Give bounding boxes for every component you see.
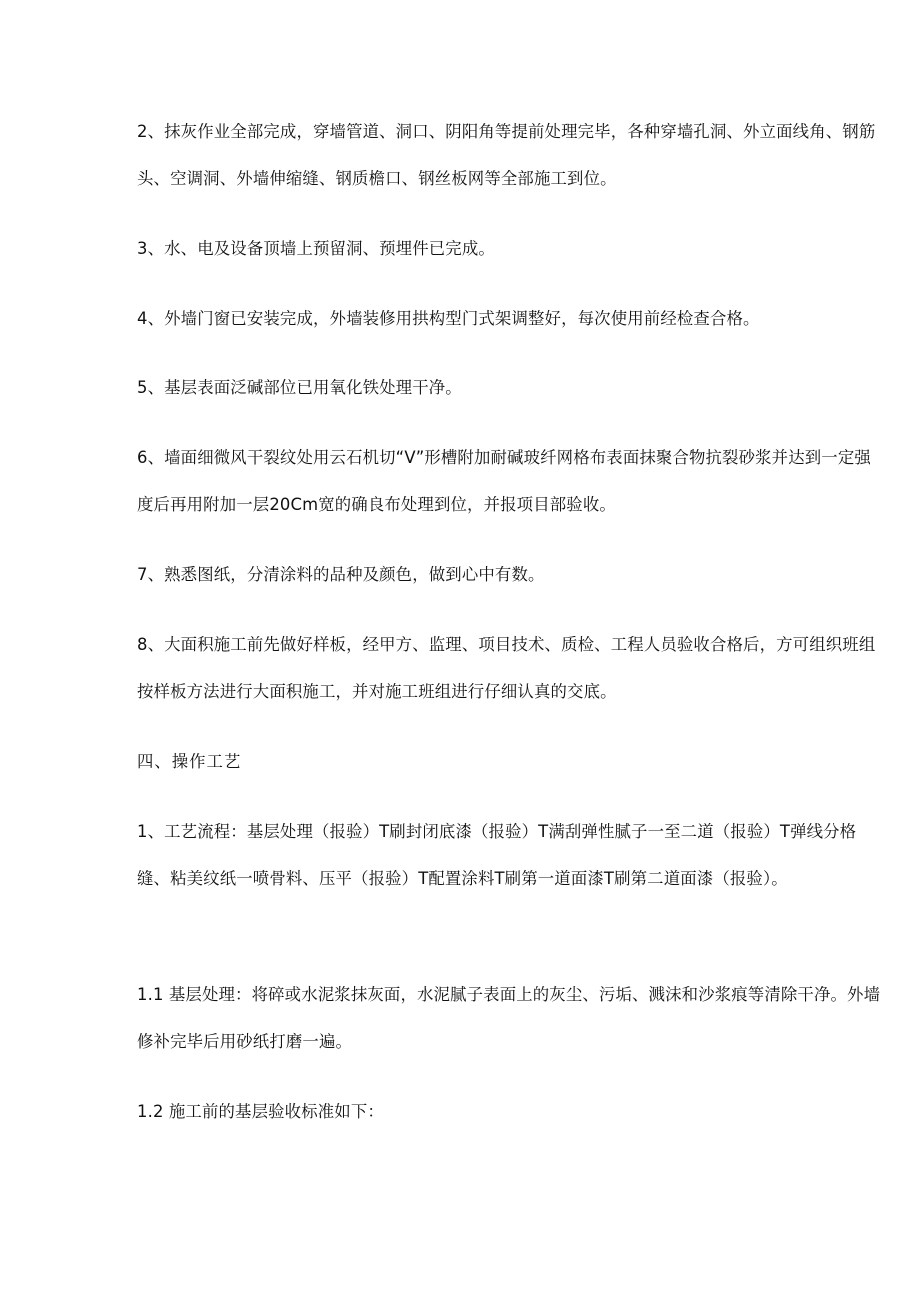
- paragraph-item-6: 6、墙面细微风干裂纹处用云石机切“V”形槽附加耐碱玻纤网格布表面抹聚合物抗裂砂浆并达到一定强度后再用附加一层20Cm宽的确良布处理到位，并报项目部验收。: [137, 448, 871, 514]
- paragraph-process-flow: 1、工艺流程：基层处理（报验）T刷封闭底漆（报验）T满刮弹性腻子一至二道（报验）T弹线分格缝、粘美纹纸一喷骨料、压平（报验）T配置涂料T刷第一道面漆T刷第二道面漆（报验）。: [137, 822, 857, 888]
- paragraph-acceptance-standard: 1.2 施工前的基层验收标准如下：: [137, 1102, 384, 1121]
- section-heading-operation-process: 四、操作工艺: [137, 752, 242, 771]
- paragraph-item-8: 8、大面积施工前先做好样板，经甲方、监理、项目技术、质检、工程人员验收合格后，方可组织班组按样板方法进行大面积施工，并对施工班组进行仔细认真的交底。: [137, 635, 876, 701]
- paragraph-item-2: 2、抹灰作业全部完成，穿墙管道、洞口、阴阳角等提前处理完毕，各种穿墙孔洞、外立面线角、钢筋头、空调洞、外墙伸缩缝、钢质檐口、钢丝板网等全部施工到位。: [137, 122, 876, 188]
- paragraph-item-5: 5、基层表面泛碱部位已用氧化铁处理干净。: [137, 378, 462, 397]
- paragraph-item-3: 3、水、电及设备顶墙上预留洞、预埋件已完成。: [137, 239, 495, 258]
- paragraph-item-4: 4、外墙门窗已安装完成，外墙装修用拱构型门式架调整好，每次使用前经检查合格。: [137, 309, 760, 328]
- paragraph-base-treatment: 1.1 基层处理：将碎或水泥浆抹灰面，水泥腻子表面上的灰尘、污垢、溅沫和沙浆痕等清除干净。外墙修补完毕后用砂纸打磨一遍。: [137, 985, 881, 1051]
- paragraph-item-7: 7、熟悉图纸，分清涂料的品种及颜色，做到心中有数。: [137, 565, 545, 584]
